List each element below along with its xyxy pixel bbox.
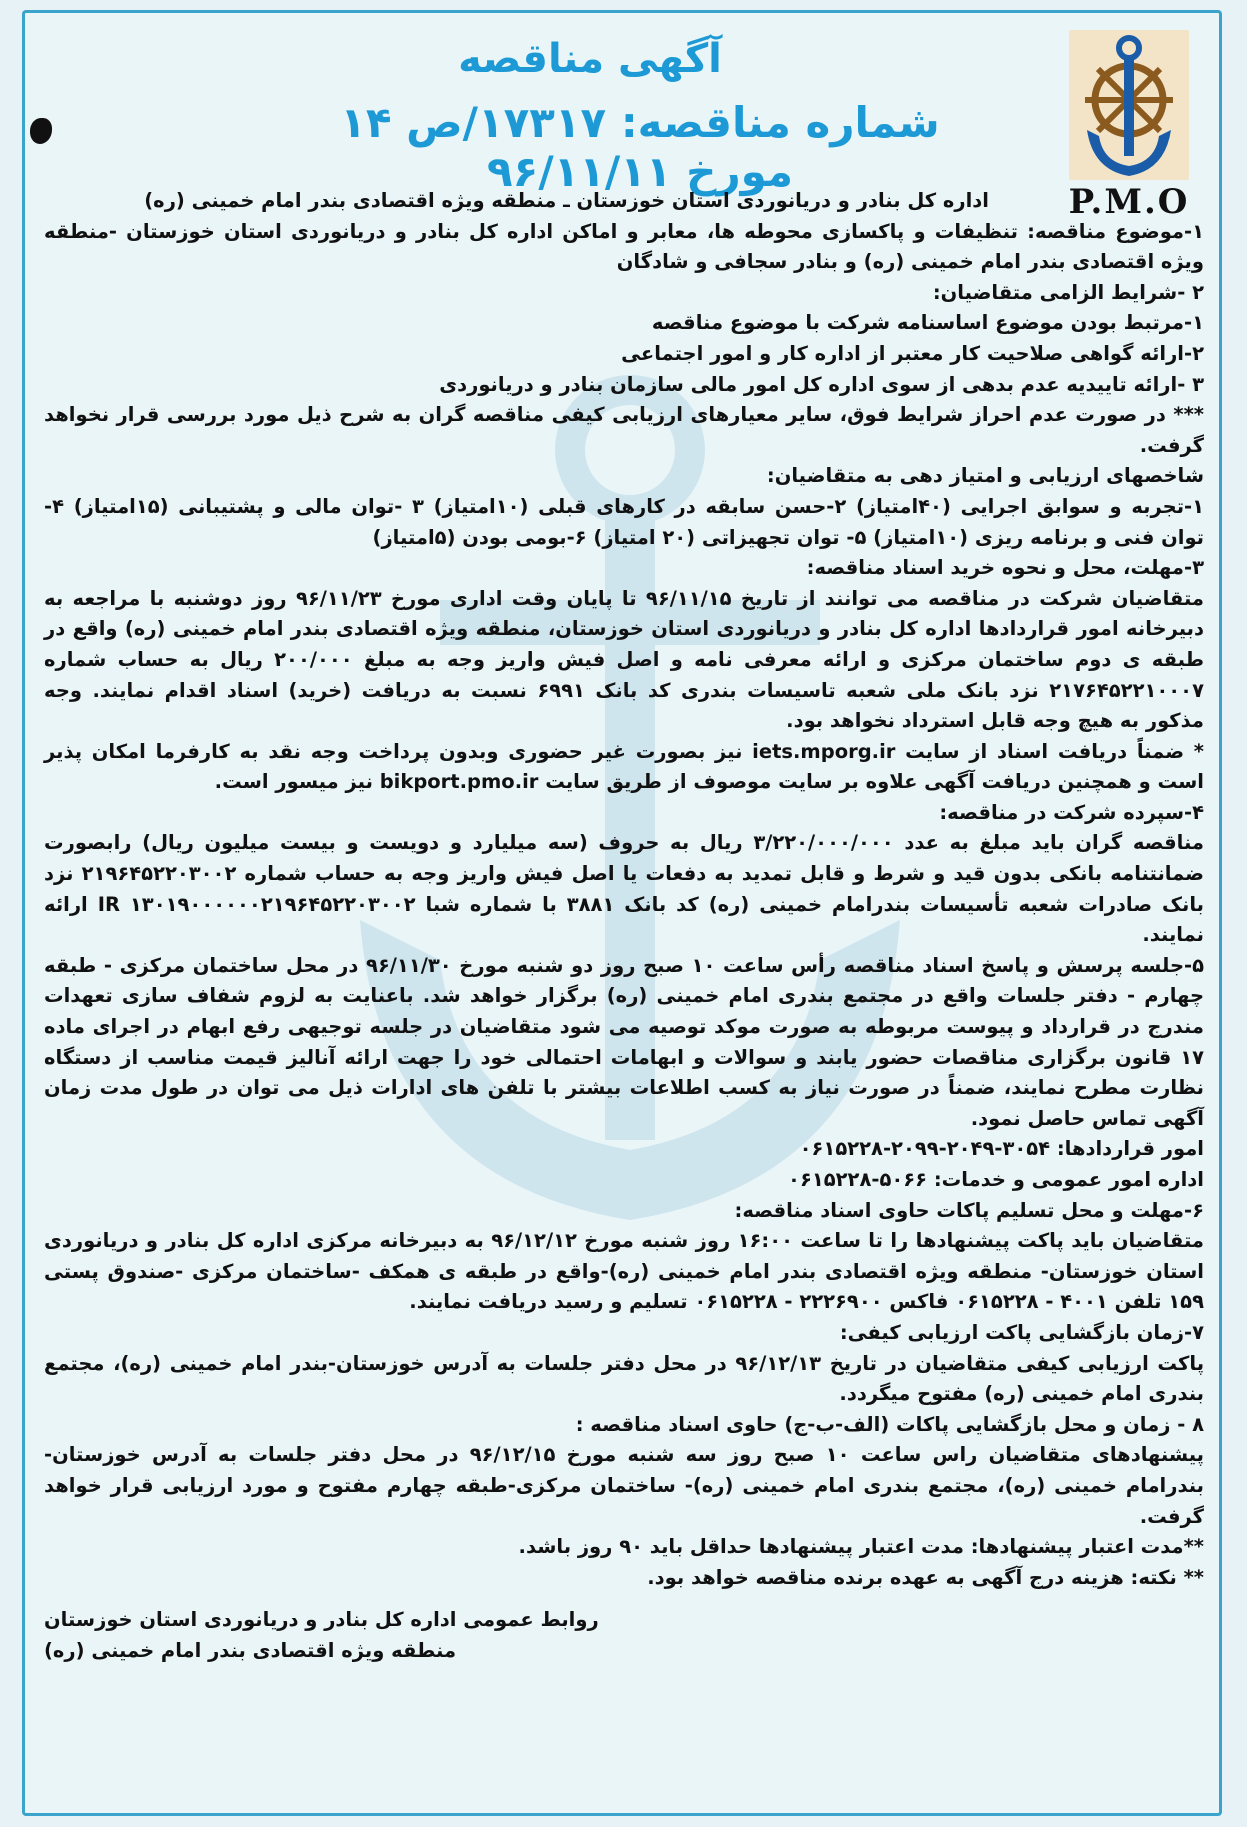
section-1: ۱-موضوع مناقصه: تنظیفات و پاکسازی محوطه ها، معابر و اماکن اداره کل بنادر و دریانوردی استان خوزستان -منطقه ویژه اقتصادی بندر امام خمینی (ره) و بنادر سجافی و شادگان xyxy=(44,219,1204,274)
logo-emblem-icon xyxy=(1069,30,1189,180)
section-6-title: ۶-مهلت و محل تسلیم پاکات حاوی اسناد مناقصه: xyxy=(734,1198,1204,1222)
section-3: متقاضیان شرکت در مناقصه می توانند از تاریخ ۹۶/۱۱/۱۵ تا پایان وقت اداری مورخ ۹۶/۱۱/۲۳ روز دوشنبه با مراجعه به دبیرخانه امور قراردادها اداره کل بنادر و دریانوردی استان خوزستان، منطقه ویژه اقتصادی بندر امام خمینی (ره) واقع در طبقه ی دوم ساختمان مرکزی و ارائه معرفی نامه و اصل فیش واریز وجه به مبلغ ۲۰۰/۰۰۰ ریال به حساب شماره ۲۱۷۶۴۵۲۲۱۰۰۰۷ نزد بانک ملی شعبه تاسیسات بندری کد بانک ۶۹۹۱ نسبت به دریافت (خرید) اسناد اقدام نمایند. وجه مذکور به هیچ وجه قابل استرداد نخواهد بود. xyxy=(44,586,1204,733)
ad-title: آگهی مناقصه xyxy=(458,36,722,82)
section-5: ۵-جلسه پرسش و پاسخ اسناد مناقصه رأس ساعت ۱۰ صبح روز دو شنبه مورخ ۹۶/۱۱/۳۰ در محل ساختمان مرکزی - طبقه چهارم - دفتر جلسات واقع در مجتمع بندری امام خمینی (ره) برگزار خواهد شد. باعنایت به لزوم شفاف سازی تعهدات مندرج در قرارداد و پیوست مربوطه به صورت موکد توصیه می شود متقاضیان در جلسه توجیهی رفع ابهام در اجرای ماده ۱۷ قانون برگزاری مناقصات حضور یابند و سوالات و ابهامات احتمالی خود را جهت ارائه آنالیز قیمت مناسب از دستگاه نظارت مطرح نمایند، ضمناً در صورت نیاز به کسب اطلاعات بیشتر با تلفن های ادارات ذیل می توان در طول مدت زمان آگهی تماس حاصل نمود. xyxy=(44,953,1204,1130)
conditions-note: *** در صورت عدم احراز شرایط فوق، سایر معیارهای ارزیابی کیفی مناقصه گران به شرح ذیل مورد بررسی قرار نخواهد گرفت. xyxy=(44,403,1204,457)
intro-line: اداره کل بنادر و دریانوردی استان خوزستان ـ منطقه ویژه اقتصادی بندر امام خمینی (ره) xyxy=(144,189,989,212)
condition-3: ۳ -ارائه تاییدیه عدم بدهی از سوی اداره کل امور مالی سازمان بنادر و دریانوردی xyxy=(439,372,1204,396)
phone-general-affairs: اداره امور عمومی و خدمات: ۵۰۶۶-۰۶۱۵۲۲۸ xyxy=(788,1168,1204,1191)
condition-1: ۱-مرتبط بودن موضوع اساسنامه شرکت با موضوع مناقصه xyxy=(651,311,1204,335)
tender-number: شماره مناقصه: ۱۷۳۱۷/ص ۱۴ مورخ ۹۶/۱۱/۱۱ xyxy=(340,98,940,196)
cost-note: ** نکته: هزینه درج آگهی به عهده برنده مناقصه خواهد بود. xyxy=(647,1565,1204,1589)
section-3-note: * ضمناً دریافت اسناد از سایت iets.mporg.ir نیز بصورت غیر حضوری وبدون پرداخت وجه نقد به کارفرما امکان پذیر است و همچنین دریافت آگهی علاوه بر سایت موصوف از طریق سایت bikport.pmo.ir نیز میسور است. xyxy=(44,739,1204,794)
section-8: پیشنهادهای متقاضیان راس ساعت ۱۰ صبح روز سه شنبه مورخ ۹۶/۱۲/۱۵ در محل دفتر جلسات به آدرس خوزستان- بندرامام خمینی (ره)، مجتمع بندری امام خمینی (ره)- ساختمان مرکزی-طبقه چهارم مفتوح و مورد ارزیابی قرار خواهد گرفت. xyxy=(44,1443,1204,1528)
criteria-list: ۱-تجربه و سوابق اجرایی (۴۰امتیاز) ۲-حسن سابقه در کارهای قبلی (۱۰امتیاز) ۳ -توان مالی و پشتیبانی (۱۵امتیاز) ۴- توان فنی و برنامه ریزی (۱۰امتیاز) ۵- توان تجهیزاتی (۲۰ امتیاز) ۶-بومی بودن (۵امتیاز) xyxy=(44,494,1205,549)
section-3-title: ۳-مهلت، محل و نحوه خرید اسناد مناقصه: xyxy=(806,556,1204,580)
criteria-title: شاخصهای ارزیابی و امتیاز دهی به متقاضیان: xyxy=(766,464,1204,488)
ad-body xyxy=(44,186,1204,1667)
condition-2: ۲-ارائه گواهی صلاحیت کار معتبر از اداره کار و امور اجتماعی xyxy=(621,341,1204,365)
signature-line-2: منطقه ویژه اقتصادی بندر امام خمینی (ره) xyxy=(44,1638,457,1662)
validity-note: **مدت اعتبار پیشنهادها: مدت اعتبار پیشنهادها حداقل باید ۹۰ روز باشد. xyxy=(518,1535,1204,1559)
section-7: پاکت ارزیابی کیفی متقاضیان در تاریخ ۹۶/۱۲/۱۳ در محل دفتر جلسات به آدرس خوزستان-بندر امام خمینی (ره)، مجتمع بندری امام خمینی (ره) مفتوح میگردد. xyxy=(44,1351,1205,1406)
section-8-title: ۸ - زمان و محل بازگشایی پاکات (الف-ب-ج) حاوی اسناد مناقصه : xyxy=(575,1412,1204,1436)
signature-line-1: روابط عمومی اداره کل بنادر و دریانوردی استان خوزستان xyxy=(44,1608,599,1632)
logo-text: P.M.O xyxy=(1068,182,1190,222)
section-7-title: ۷-زمان بازگشایی پاکت ارزیابی کیفی: xyxy=(839,1320,1204,1344)
phone-contracts: امور قراردادها: ۳۰۵۴-۲۰۴۹-۲۰۹۹-۰۶۱۵۲۲۸ xyxy=(799,1137,1204,1161)
section-4: مناقصه گران باید مبلغ به عدد ۳/۲۲۰/۰۰۰/۰۰۰ ریال به حروف (سه میلیارد و دویست و بیست میلیون ریال) رابصورت ضمانتنامه بانکی بدون قید و شرط و قابل تمدید به دفعات یا اصل فیش واریز وجه به حساب شماره ۲۱۹۶۴۵۲۲۰۳۰۰۲ نزد بانک صادرات شعبه تأسیسات بندرامام خمینی (ره) کد بانک ۳۸۸۱ با شماره شبا IR ۱۳۰۱۹۰۰۰۰۰۰۲۱۹۶۴۵۲۲۰۳۰۰۲ ارائه نمایند. xyxy=(44,831,1205,947)
section-2-title: ۲ -شرایط الزامی متقاضیان: xyxy=(932,280,1204,304)
section-6: متقاضیان باید پاکت پیشنهادها را تا ساعت ۱۶:۰۰ روز شنبه مورخ ۹۶/۱۲/۱۲ به دبیرخانه مرکزی اداره کل بنادر و دریانوردی استان خوزستان- منطقه ویژه اقتصادی بندر امام خمینی (ره)-واقع در طبقه ی همکف -ساختمان مرکزی -صندوق پستی ۱۵۹ تلفن ۴۰۰۱ - ۰۶۱۵۲۲۸ فاکس ۲۲۲۶۹۰۰ - ۰۶۱۵۲۲۸ تسلیم و رسید دریافت نمایند. xyxy=(44,1229,1204,1314)
section-4-title: ۴-سپرده شرکت در مناقصه: xyxy=(939,800,1204,824)
